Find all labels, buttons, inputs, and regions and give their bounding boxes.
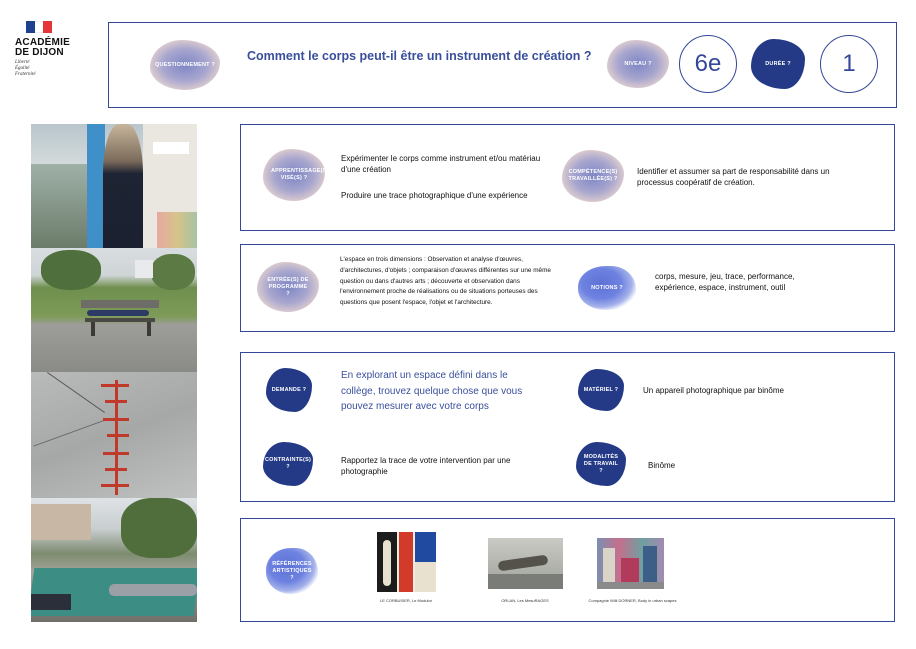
ref-caption-3: Compagnie Willi DORNER, Body in urban scapes (588, 598, 677, 603)
niveau-value: 6e (679, 35, 737, 93)
demande-text: En explorant un espace défini dans le collège, trouvez quelque chose que vous pouvez mesurer avec votre corps (341, 370, 523, 412)
logo-motto-2: Égalité (15, 66, 30, 71)
duree-value: 1 (820, 35, 878, 93)
ref-image-orlan (488, 538, 563, 589)
apprentissages-label: APPRENTISSAGE(S) VISÉ(S) ? (271, 168, 329, 181)
photo-wall-measure (31, 124, 197, 248)
questionnement-label: QUESTIONNEMENT ? (154, 61, 216, 68)
logo-title-1: ACADÉMIE (15, 37, 70, 48)
ref-image-modulor (377, 532, 436, 592)
ref-caption-1: LE CORBUSIER, Le Modulor (379, 598, 433, 603)
page-title: Comment le corps peut-il être un instrument de création ? (247, 49, 592, 63)
contraintes-label: CONTRAINTE(S) ? (265, 457, 311, 470)
ref-image-dorner (597, 538, 664, 589)
materiel-label: MATÉRIEL ? (583, 386, 619, 393)
notions-badge (578, 266, 636, 310)
notions-label: NOTIONS ? (591, 284, 623, 291)
photo-bench (31, 248, 197, 372)
flag-icon (26, 21, 52, 33)
modalites-text: Binôme (648, 461, 676, 470)
materiel-badge (578, 369, 624, 411)
ref-caption-2: ORLAN, Les MesuRAGES (501, 598, 549, 603)
section-references (240, 518, 895, 622)
references-badge (266, 548, 318, 594)
logo-motto-1: Liberté (15, 60, 30, 65)
entrees-label: ENTRÉE(S) DE PROGRAMME ? (267, 276, 309, 297)
entrees-text: L'espace en trois dimensions : Observation et analyse d'œuvres, d'architectures, d'objets ; comparaison d'œuvres différentes sur une même question ou dans d'autres arts ; découverte et observation dans l'environnement proche de réalisations ou de situations porteuses des questions que posent l'espace, l'objet et l'architecture. (340, 256, 551, 307)
modalites-badge (576, 442, 626, 486)
logo-motto-3: Fraternité (15, 72, 36, 77)
competences-text: Identifier et assumer sa part de responsabilité dans un processus coopératif de création. (637, 167, 830, 187)
duree-label: DURÉE ? (765, 60, 791, 67)
niveau-label: NIVEAU ? (624, 60, 652, 67)
academie-logo (10, 16, 88, 92)
contraintes-text: Rapportez la trace de votre intervention par une photographie (341, 456, 511, 476)
section-demande (240, 352, 895, 502)
logo-title-2: DE DIJON (15, 47, 64, 58)
modalites-label: MODALITÉS DE TRAVAIL ? (583, 453, 619, 474)
photo-wall-marks (31, 372, 197, 498)
competences-label: COMPÉTENCE(S) TRAVAILLÉE(S) ? (568, 169, 618, 182)
duree-badge (751, 39, 805, 89)
demande-badge (266, 368, 312, 412)
contraintes-badge (263, 442, 313, 486)
notions-text: corps, mesure, jeu, trace, performance, expérience, espace, instrument, outil (655, 272, 795, 292)
apprentissages-text-2: Produire une trace photographique d'une expérience (341, 191, 528, 200)
demande-label: DEMANDE ? (271, 386, 307, 393)
materiel-text: Un appareil photographique par binôme (643, 386, 784, 395)
references-label: RÉFÉRENCES ARTISTIQUES ? (272, 560, 312, 581)
apprentissages-text-1: Expérimenter le corps comme instrument et/ou matériau d'une création (341, 154, 541, 174)
photo-pingpong (31, 498, 197, 622)
